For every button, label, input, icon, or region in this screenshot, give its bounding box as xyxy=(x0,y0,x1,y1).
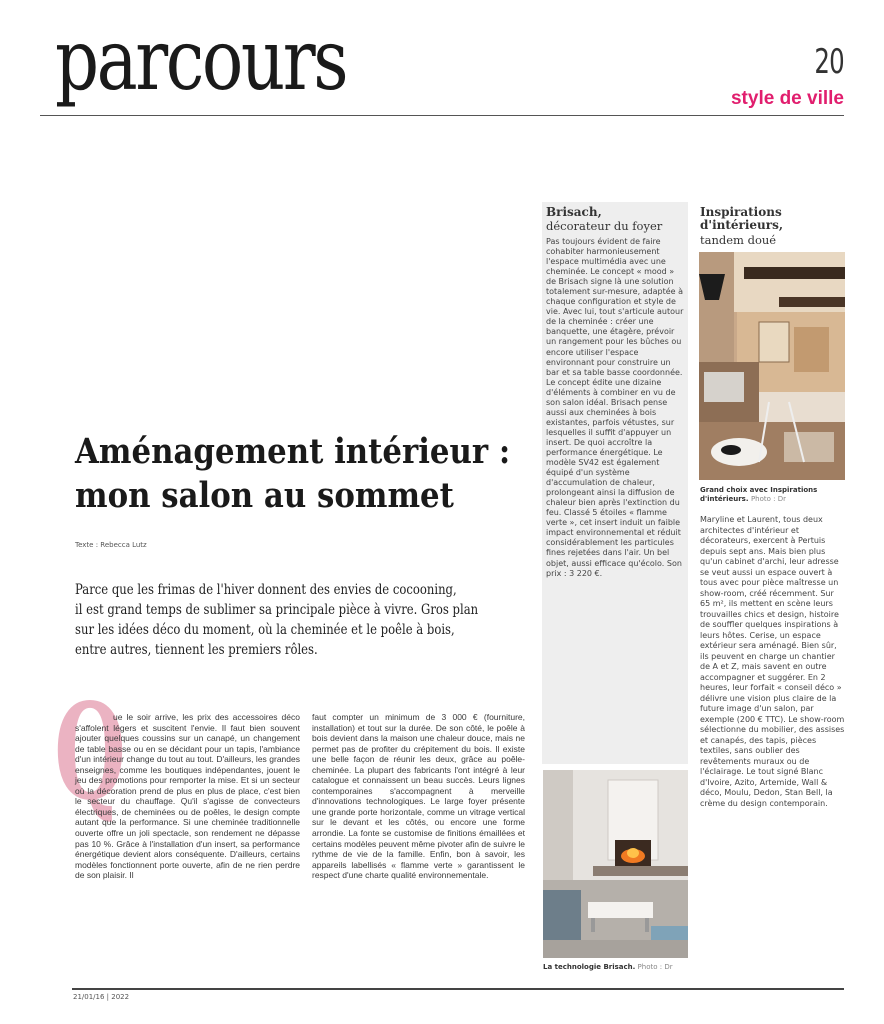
headline-line-1: Aménagement intérieur : xyxy=(75,431,511,472)
footer-folio: 21/01/16 | 2022 xyxy=(73,993,130,1001)
caption-text: Grand choix avec Inspirations d'intérieurs. xyxy=(700,486,818,503)
lead-line: il est grand temps de sublimer sa principale pièce à vivre. Gros plan xyxy=(75,602,479,618)
caption-text: La technologie Brisach. xyxy=(543,963,636,971)
living-room-caption xyxy=(700,486,840,504)
sidebar-title: Brisach, xyxy=(546,205,602,219)
inspirations-title-line-1: Inspirations xyxy=(700,205,782,219)
sidebar-subtitle: décorateur du foyer xyxy=(546,219,663,233)
lead-line: entre autres, tiennent les premiers rôles. xyxy=(75,642,318,658)
lead-line: Parce que les frimas de l'hiver donnent des envies de cocooning, xyxy=(75,582,457,598)
article-column-1: ue le soir arrive, les prix des accessoires déco s'affolent légers et suscitent l'envie. Il faut bien souvent ajouter quelques coussins sur un canapé, un changement de table basse ou en se décidant pour un tapis, l'ambiance d'un intérieur change du tout au tout. D'ailleurs, les grandes enseignes, comme les boutiques indépendantes, jouent le jeu des promotions pour remporter la mise. Et si un secteur où la décoration prend de plus en plus de place, c'est bien le secteur du chauffage. Qu'il s'agisse de convecteurs électriques, de cheminées ou de poêles, le design compte autant que la performance. Si une cheminée traditionnelle ouverte offre un joli spectacle, son rendement ne dépasse pas 10 %. Grâce à l'installation d'un insert, sa performance énergétique devient alors conséquente. D'ailleurs, certains modèles fonctionnent porte ouverte, afin de ne rien perdre de son plaisir. Il xyxy=(75,712,300,881)
article-lead xyxy=(75,580,535,660)
fireplace-photo xyxy=(543,770,688,958)
footer-divider xyxy=(72,988,844,990)
page-number: 20 xyxy=(814,42,844,82)
article-column-2: faut compter un minimum de 3 000 € (fourniture, installation) et tout sur la durée. De son côté, le poêle à bois devient dans la maison une chaleur douce, mais ne permet pas de profiter du crépitement du bois. Il existe une belle façon de réunir les deux, grâce au poêle-cheminée. La plupart des fabricants l'ont intégré à leur catalogue et connaissent un beau succès. Leurs lignes contemporaines s'accompagnent à merveille d'innovations technologiques. Le large foyer présente une grande porte horizontale, comme un vitrage vertical sur le devant et les côtés, ou encore une forme arrondie. La fonte se customise de finitions émaillées et certains modèles peuvent même pivoter afin de suivre le rythme de vie de la famille. Enfin, bon à savoir, les appareils labellisés « flamme verte » garantissent le respect d'une charte qualité environnementale. xyxy=(312,712,525,881)
inspirations-subtitle: tandem doué xyxy=(700,233,777,247)
photo-credit: Photo : Dr xyxy=(750,495,786,503)
rubric-label: style de ville xyxy=(730,88,844,109)
inspirations-title-line-2: d'intérieurs, xyxy=(700,218,784,232)
section-title: parcours xyxy=(55,11,347,109)
fireplace-caption xyxy=(543,963,693,971)
author-credit: Texte : Rebecca Lutz xyxy=(75,541,147,549)
living-room-photo xyxy=(699,252,845,480)
inspirations-title xyxy=(700,206,848,232)
photo-credit: Photo : Dr xyxy=(637,963,673,971)
dropcap-glyph: Q xyxy=(54,674,126,830)
sidebar-body: Pas toujours évident de faire cohabiter harmonieusement l'espace multimédia avec une cheminée. Le concept « mood » de Brisach signe là une solution totalement sur-mesure, adaptée à chaque configuration et style de vie. Avec lui, tout s'articule autour de la cheminée : créer une banquette, une étagère, prévoir un rangement pour les bûches ou encore utiliser l'espace environnant pour construire un bar et sa table basse coordonnée. Le concept édite une dizaine d'éléments à combiner en vu de son salon idéal. Brisach pense aussi aux cheminées à bois existantes, parfois vétustes, sur lesquelles il suffit d'appuyer un insert. De quoi accroître la performance énergétique. Le modèle SV42 est également équipé d'un système d'accumulation de chaleur, prolongeant ainsi la diffusion de chaleur bien après l'extinction du feu. Classé 5 étoiles « flamme verte », cet insert induit un faible impact environnemental et réduit considérablement les particules fines rejetées dans l'air. Un bel objet, aussi efficace qu'écolo. Son prix : 3 220 €. xyxy=(546,237,684,578)
headline-line-2: mon salon au sommet xyxy=(75,475,454,516)
inspirations-body: Maryline et Laurent, tous deux architectes d'intérieur et décorateurs, exercent à Pertuis depuis sept ans. Mais bien plus qu'un cabinet d'archi, leur adresse se veut aussi un espace ouvert à tous avec pour pièce maîtresse un show-room, créé récemment. Sur 65 m², ils mettent en scène leurs trouvailles chics et design, histoire de souffler quelques inspirations à leurs hôtes. Cerise, un espace extérieur sera aménagé. Bien sûr, ils peuvent en charge un chantier de A et Z, mais savent en outre accompagner et suggérer. En 2 heures, leur forfait « conseil déco » délivre une vision plus claire de la future image d'un salon, par exemple (200 € TTC). Le show-room sélectionne du mobilier, des assises et canapés, des tapis, pièces textiles, sans oublier des revêtements muraux ou de l'éclairage. Le tout signé Blanc d'Ivoire, Azito, Artemide, Wall & déco, Moulu, Dedon, Stan Bell, la crème du design contemporain. xyxy=(700,515,845,808)
article-headline xyxy=(75,430,511,518)
lead-line: sur les idées déco du moment, où la cheminée et le poêle à bois, xyxy=(75,622,455,638)
header-divider xyxy=(40,115,844,116)
